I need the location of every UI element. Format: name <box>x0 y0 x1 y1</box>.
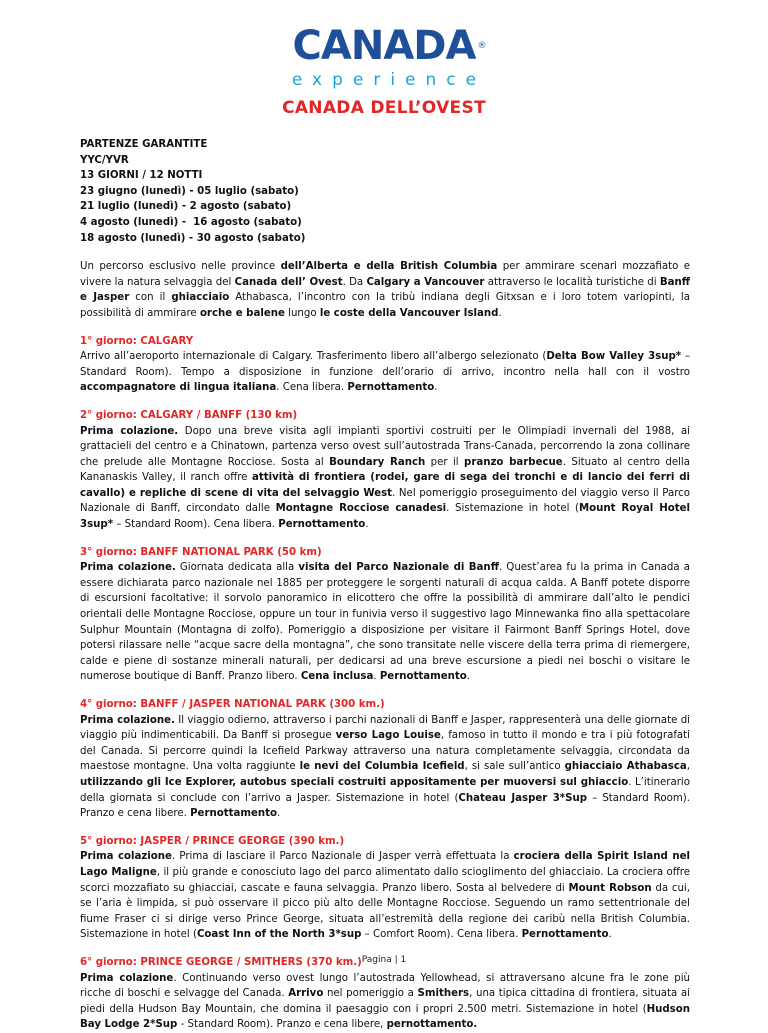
day-5-text <box>80 849 690 943</box>
day-6-title: 6° giorno: PRINCE GEORGE / SMITHERS (370 km.) <box>80 956 362 968</box>
day-text: . Prima di lasciare il Parco Nazionale di Jasper verrà effettuata la <box>171 851 514 863</box>
day-text: – Standard Room). Pranzo e cena libere. <box>80 792 690 820</box>
day-text: Il viaggio odierno, attraverso i parchi nazionali di Banff e Jasper, rappresenterà una delle giornate di viaggio più indimenticabili. Da Banff si prosegue <box>80 714 690 742</box>
day-bold: utilizzando gli Ice Explorer, autobus speciali costruiti appositamente per muoversi sul ghiaccio <box>80 776 629 788</box>
intro-bold: ghiacciaio <box>171 292 230 304</box>
departure-date: 4 agosto (lunedì) - 16 agosto (sabato) <box>80 216 302 228</box>
intro-bold: Calgary a Vancouver <box>366 276 485 288</box>
day-bold: Cena inclusa <box>300 671 374 683</box>
logo-subtitle: experience <box>291 70 487 90</box>
day-text: . <box>277 808 281 820</box>
day-bold: Montagne Rocciose canadesi <box>275 503 447 515</box>
day-text: . <box>365 519 369 531</box>
day-text: – Standard Room). Cena libera. <box>113 519 279 531</box>
day-text: per il <box>425 456 465 468</box>
day-bold: Arrivo <box>288 988 324 1000</box>
intro-text: attraverso le località turistiche di <box>484 276 660 288</box>
day-4-text <box>80 713 690 822</box>
intro-text: lungo <box>284 307 320 319</box>
day-bold: Hudson Bay Lodge 2*Sup <box>80 1003 690 1031</box>
day-bold: crociera della Spirit Island nel Lago Maligne <box>80 851 690 878</box>
intro-bold: dell’Alberta e della British Columbia <box>280 261 498 273</box>
day-bold: Smithers <box>417 988 470 1000</box>
day-text: Dopo una breve visita agli impianti sportivi costruiti per le Olimpiadi invernali del 1988, ai grattacieli del centro e a Chinatown, partenza verso ovest sull’autostrada Trans-Canada, percorrendo la zona collinare che prelude alle Montagne Rocciose. Sosta al <box>80 425 690 468</box>
page-footer: Pagina | 1 <box>361 955 407 965</box>
day-5-section <box>80 834 690 943</box>
day-4-section <box>80 697 690 822</box>
day-bold: Prima colazione <box>80 972 174 984</box>
day-bold: Chateau Jasper 3*Sup <box>458 792 588 804</box>
day-text: Giornata dedicata alla <box>175 562 299 574</box>
day-bold: visita del Parco Nazionale di Banff <box>298 562 499 574</box>
departures-duration: 13 GIORNI / 12 NOTTI <box>80 170 203 182</box>
departure-date: 21 luglio (lunedì) - 2 agosto (sabato) <box>80 201 292 213</box>
day-1-text <box>80 349 690 396</box>
departure-date: 18 agosto (lunedì) - 30 agosto (sabato) <box>80 232 306 244</box>
day-bold: Mount Royal Hotel 3sup* <box>80 503 690 531</box>
day-text: . Nel pomeriggio proseguimento del viaggio verso il Parco Nazionale di Banff, circondato dalle <box>80 487 690 515</box>
day-text: . L’itinerario della giornata si conclude con l’arrivo a Jasper. Sistemazione in hotel ( <box>80 776 690 804</box>
day-3-section <box>80 545 690 685</box>
day-6-text <box>80 971 690 1033</box>
day-text: . <box>373 671 380 683</box>
day-bold: Pernottamento <box>379 671 467 683</box>
day-text: Arrivo all’aeroporto internazionale di Calgary. Trasferimento libero all’albergo selezionato ( <box>80 351 547 363</box>
day-4-title: 4° giorno: BANFF / JASPER NATIONAL PARK (300 km.) <box>80 699 385 710</box>
document-body <box>80 137 690 1033</box>
day-bold: Pernottamento <box>278 519 366 531</box>
intro-text: Un percorso esclusivo nelle province <box>80 261 281 273</box>
day-text: , una tipica cittadina di frontiera, situata ai piedi della Hudson Bay Mountain, che domina il paesaggio con i propri 2.500 metri. Sistemazione in hotel ( <box>80 988 690 1015</box>
day-1-section <box>80 334 690 396</box>
logo-wordmark <box>292 23 486 69</box>
intro-bold: Banff e Jasper <box>80 276 691 304</box>
logo-word-text: CANADA <box>292 23 476 69</box>
canada-experience-logo <box>0 23 768 90</box>
day-bold: ghiacciaio Athabasca <box>564 761 687 773</box>
day-bold: Prima colazione. <box>80 562 176 574</box>
departures-airports: YYC/YVR <box>80 154 129 166</box>
day-3-title: 3° giorno: BANFF NATIONAL PARK (50 km) <box>80 546 322 558</box>
intro-paragraph <box>80 259 690 321</box>
day-3-text <box>80 560 690 685</box>
day-text: – Standard Room). Tempo a disposizione in funzione dell’orario di arrivo, incontro nella hall con il vostro <box>80 351 690 378</box>
day-bold: Delta Bow Valley 3sup* <box>546 351 682 363</box>
day-bold: Pernottamento <box>190 808 278 820</box>
day-2-section <box>80 408 690 533</box>
day-1-title: 1° giorno: CALGARY <box>80 335 194 347</box>
day-text: , si sale sull’antico <box>464 761 565 773</box>
intro-text: . <box>498 307 502 319</box>
departures-heading: PARTENZE GARANTITE <box>80 139 208 150</box>
day-text: . Quest’area fu la prima in Canada a essere dichiarata parco nazionale nel 1885 per proteggere le sorgenti naturali di acqua calda. A Banff potete disporre di escursioni facoltative: il sorvolo panoramico in elicottero che offre la possibilità di ammirare dall’alto le pendici orientali delle Montagne Rocciose, oppure un tour in funivia verso il suggestivo lago Minnewanka fino alla spettacolare Sulphur Mountain (Montagna di zolfo). Pomeriggio a disposizione per visitare il Fairmont Banff Springs Hotel, dove potersi rilassare nelle “acque sacre della montagna”, che sono transitate nelle viscere della terra prima di riemergere, calde e piene di sostanze minerali naturali, per dedicarsi ad una breve escursione a piedi nei boschi o visitare le numerose boutique di Banff. Pranzo libero. <box>80 562 690 683</box>
intro-bold: le coste della Vancouver Island <box>319 307 499 319</box>
day-bold: pernottamento. <box>386 1019 478 1031</box>
day-text: . Situato al centro della Kananaskis Valley, il ranch offre <box>80 456 690 484</box>
day-text: , <box>686 761 690 773</box>
intro-bold: orche e balene <box>199 307 285 319</box>
intro-text: con il <box>129 292 172 304</box>
day-bold: Boundary Ranch <box>329 456 426 468</box>
day-text: . <box>466 671 470 683</box>
day-bold: le nevi del Columbia Icefield <box>299 761 465 773</box>
day-bold: Mount Robson <box>568 882 652 894</box>
day-bold: Prima colazione. <box>80 714 175 726</box>
day-2-text <box>80 424 690 533</box>
day-bold: Coast Inn of the North 3*sup <box>196 929 362 941</box>
day-text: da cui, se l’aria è limpida, si può osservare il picco più alto delle Montagne Rocciose. Seguendo un ramo settentrionale del fiume Fraser ci si dirige verso Prince George, situata all’estremità della regione dei caribù nella British Columbia. Sistemazione in hotel ( <box>80 882 690 941</box>
day-text: . Sistemazione in hotel ( <box>446 503 580 515</box>
document-title: CANADA DELL’OVEST <box>282 98 486 118</box>
intro-text: . Da <box>342 276 367 288</box>
day-5-title: 5° giorno: JASPER / PRINCE GEORGE (390 km.) <box>80 835 345 847</box>
intro-text: Athabasca, l’incontro con la tribù indiana degli Gitxsan e i loro totem variopinti, la possibilità di ammirare <box>80 292 690 319</box>
day-text: – Comfort Room). Cena libera. <box>361 929 522 941</box>
day-bold: Pernottamento <box>347 382 435 394</box>
day-text: nel pomeriggio a <box>323 988 418 1000</box>
day-text: . <box>608 929 612 941</box>
departure-date: 23 giugno (lunedì) - 05 luglio (sabato) <box>80 185 299 197</box>
day-bold: accompagnatore di lingua italiana <box>80 382 277 394</box>
day-bold: Pernottamento <box>521 929 609 941</box>
departures-block <box>80 137 690 246</box>
day-bold: verso Lago Louise <box>335 730 441 742</box>
day-text: , famoso in tutto il mondo e tra i più fotografati del Canada. Si percorre quindi la Icefield Parkway attraverso una natura completamente selvaggia, circondata da maestose montagne. Una volta raggiunte <box>80 730 690 773</box>
day-text: . Cena libera. <box>276 382 348 394</box>
day-text: . <box>434 382 438 394</box>
day-bold: pranzo barbecue <box>464 456 563 468</box>
intro-bold: Canada dell’ Ovest <box>234 276 343 288</box>
registered-mark: ® <box>477 41 486 51</box>
day-text: , il più grande e conosciuto lago del parco alimentato dallo scioglimento del ghiacciaio. La crociera offre scorci mozzafiato su ghiacciai, cascate e fauna selvaggia. Pranzo libero. Sosta al belvedere di <box>80 866 690 894</box>
day-text: . Continuando verso ovest lungo l’autostrada Yellowhead, si attraversano alcune fra le zone più ricche di boschi e selvagge del Canada. <box>80 972 690 1000</box>
day-bold: Prima colazione. <box>80 425 179 437</box>
intro-text: per ammirare scenari mozzafiato e vivere la natura selvaggia del <box>80 261 690 288</box>
day-bold: attività di frontiera (rodei, gare di sega dei tronchi e di lancio dei ferri di cavallo) e repliche di scene di vita del selvaggio West <box>80 472 690 499</box>
day-2-title: 2° giorno: CALGARY / BANFF (130 km) <box>80 409 298 421</box>
day-text: - Standard Room). Pranzo e cena libere, <box>177 1019 387 1031</box>
day-bold: Prima colazione <box>80 851 172 863</box>
